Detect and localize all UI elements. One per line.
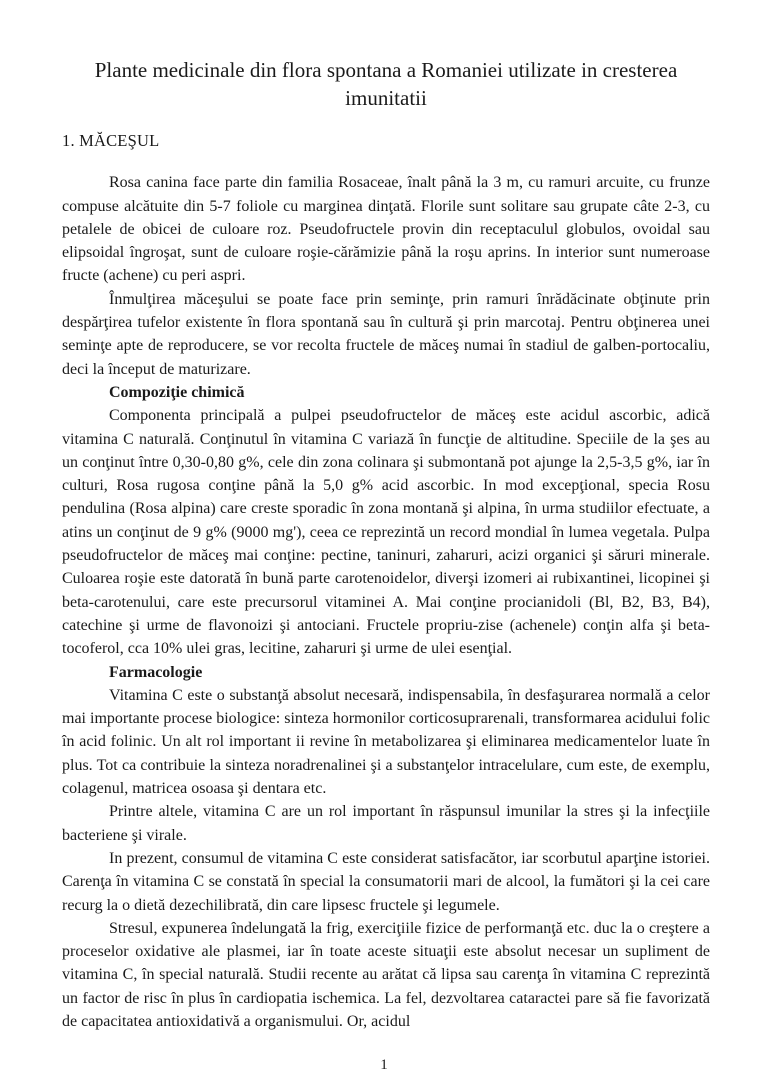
section-heading: 1. MĂCEŞUL [62,131,160,150]
paragraph: Componenta principală a pulpei pseudofructelor de măceş este acidul ascorbic, adică vitamina C naturală. Conţinutul în vitamina C variază în funcţie de altitudine. Speciile de la şes au un conţinut între 0,30-0,80 g%, cele din zona colinara şi submontană pot ajunge la 2,5-3,5 g%, iar în culturi, Rosa rugosa conţine până la 5,0 g% acid ascorbic. In mod excepţional, specia Rosu pendulina (Rosa alpina) care creste sporadic în zona montană şi alpina, în urma studiilor efectuate, a atins un conţinut de 9 g% (9000 mg'), ceea ce reprezintă un record mondial în lumea vegetala. Pulpa pseudofructelor de măceş mai conţine: pectine, taninuri, zaharuri, acizi organici şi săruri minerale. Culoarea roşie este datorată în bună parte carotenoidelor, diverşi izomeri ai rubixantinei, licopinei şi beta-carotenului, care este precursorul vitaminei A. Mai conţine procianidoli (Bl, B2, B3, B4), catechine şi urme de flavonoizi şi antociani. Fructele propriu-zise (achenele) conţin alfa şi beta-tocoferol, cca 10% ulei gras, lecitine, zaharuri şi urme de ulei esenţial. [62,407,710,658]
document-title: Plante medicinale din flora spontana a Romaniei utilizate in cresterea imunitatii [94,58,678,110]
paragraph: Rosa canina face parte din familia Rosaceae, înalt până la 3 m, cu ramuri arcuite, cu frunze compuse alcătuite din 5-7 foliole cu marginea dinţată. Florile sunt solitare sau grupate câte 2-3, cu petalele de obicei de culoare roz. Pseudofructele provin din receptaculul globulos, ovoidal sau elipsoidal îngroşat, sunt de culoare roşie-cărămizie până la roşu aprins. In interior sunt numeroase fructe (achene) cu peri aspri. [62,174,710,285]
subheading-pharmacology: Farmacologie [109,663,203,681]
paragraph: Înmulţirea măceşului se poate face prin seminţe, prin ramuri înrădăcinate obţinute prin despărţirea tufelor existente în flora spontană sau în cultură şi prin marcotaj. Pentru obţinerea unei seminţe apte de reproducere, se vor recolta fructele de măceş numai în stadiul de galben-portocaliu, deci la început de maturizare. [62,290,710,378]
paragraph: Printre altele, vitamina C are un rol important în răspunsul imunilar la stres şi la infecţiile bacteriene şi virale. [62,803,710,844]
paragraph: Stresul, expunerea îndelungată la frig, exerciţiile fizice de performanţă etc. duc la o creştere a proceselor oxidative ale plasmei, iar în toate aceste situaţii este absolut necesar un supliment de vitamina C, în special naturală. Studii recente au arătat că lipsa sau carenţa în vitamina C reprezintă un factor de risc în plus în cardiopatia ischemica. La fel, dezvoltarea cataractei pare să fie favorizată de capacitatea antioxidativă a organismului. Or, acidul [62,919,710,1030]
subheading-chemistry: Compoziţie chimică [109,383,245,401]
page-number: 1 [380,1057,388,1073]
paragraph: Vitamina C este o substanţă absolut necesară, indispensabila, în desfaşurarea normală a celor mai importante procese biologice: sinteza hormonilor corticosuprarenali, transformarea acidului folic în acid folinic. Un alt rol important ii revine în metabolizarea şi eliminarea medicamentelor luate în plus. Tot ca contribuie la sinteza noradrenalinei şi a substanţelor intracelulare, cum este, de exemplu, colagenul, matricea osoasa şi dentara etc. [62,686,710,798]
paragraph: In prezent, consumul de vitamina C este considerat satisfacător, iar scorbutul aparţine istoriei. Carenţa în vitamina C se constată în special la consumatorii mari de alcool, la fumători şi la cei care recurg la o dietă dezechilibrată, din care lipsesc fructele şi legumele. [62,849,710,914]
document-page [62,56,710,1033]
